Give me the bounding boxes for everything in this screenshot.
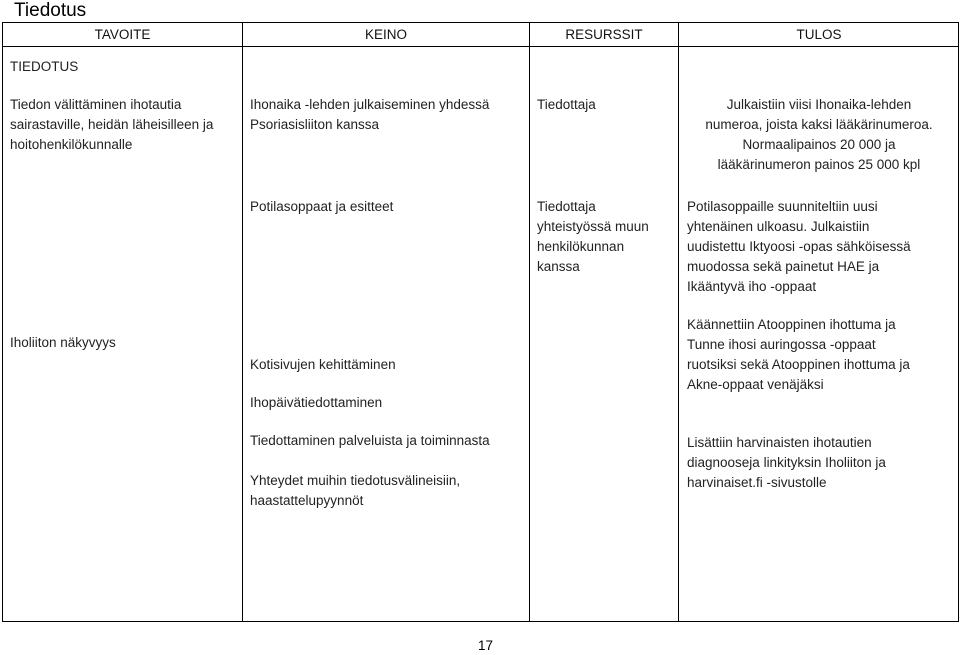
row-2-keino: Potilasoppaat ja esitteet [250, 199, 394, 214]
row-3-keino-2: Ihopäivätiedottaminen [250, 395, 383, 410]
row-1-tavoite: Tiedon välittäminen ihotautia sairastaville, heidän läheisilleen ja hoitohenkilökunnalle [10, 97, 214, 152]
row-1-resurssit: Tiedottaja [537, 97, 596, 112]
row-1-tulos: Julkaistiin viisi Ihonaika-lehden numeroa, joista kaksi lääkärinumeroa. Normaalipainos 20 000 ja lääkärinumeron painos 25 000 kpl [705, 97, 933, 172]
row-3-tulos: Käännettiin Atooppinen ihottuma ja Tunne ihosi auringossa -oppaat ruotsiksi sekä Atooppinen ihottuma ja Akne-oppaat venäjäksi [687, 317, 910, 392]
results-table [2, 22, 959, 622]
header-resurssit: RESURSSIT [565, 27, 643, 42]
page-title: Tiedotus [14, 0, 87, 21]
row-4-keino-2: Yhteydet muihin tiedotusvälineisiin, haastattelupyynnöt [250, 473, 461, 508]
header-tavoite: TAVOITE [94, 27, 151, 42]
section-label: TIEDOTUS [10, 59, 79, 74]
row-3-tavoite: Iholiiton näkyvyys [10, 335, 116, 350]
row-4-keino: Tiedottaminen palveluista ja toiminnasta [250, 433, 490, 448]
header-divider [3, 46, 958, 47]
page-number: 17 [478, 638, 494, 653]
header-tulos: TULOS [796, 27, 842, 42]
column-divider [529, 23, 530, 621]
row-4-tulos: Lisättiin harvinaisten ihotautien diagnooseja linkityksin Iholiiton ja harvinaiset.fi -sivustolle [687, 435, 886, 490]
row-2-tulos: Potilasoppaille suunniteltiin uusi yhtenäinen ulkoasu. Julkaistiin uudistettu Iktyoosi -opas sähköisessä muodossa sekä painetut HAE ja Ikääntyvä iho -oppaat [687, 199, 911, 294]
header-keino: KEINO [364, 27, 407, 42]
row-3-keino: Kotisivujen kehittäminen [250, 357, 396, 372]
row-1-keino: Ihonaika -lehden julkaiseminen yhdessä Psoriasisliiton kanssa [250, 97, 490, 132]
column-divider [242, 23, 243, 621]
row-2-resurssit: Tiedottaja yhteistyössä muun henkilökunnan kanssa [537, 199, 649, 274]
